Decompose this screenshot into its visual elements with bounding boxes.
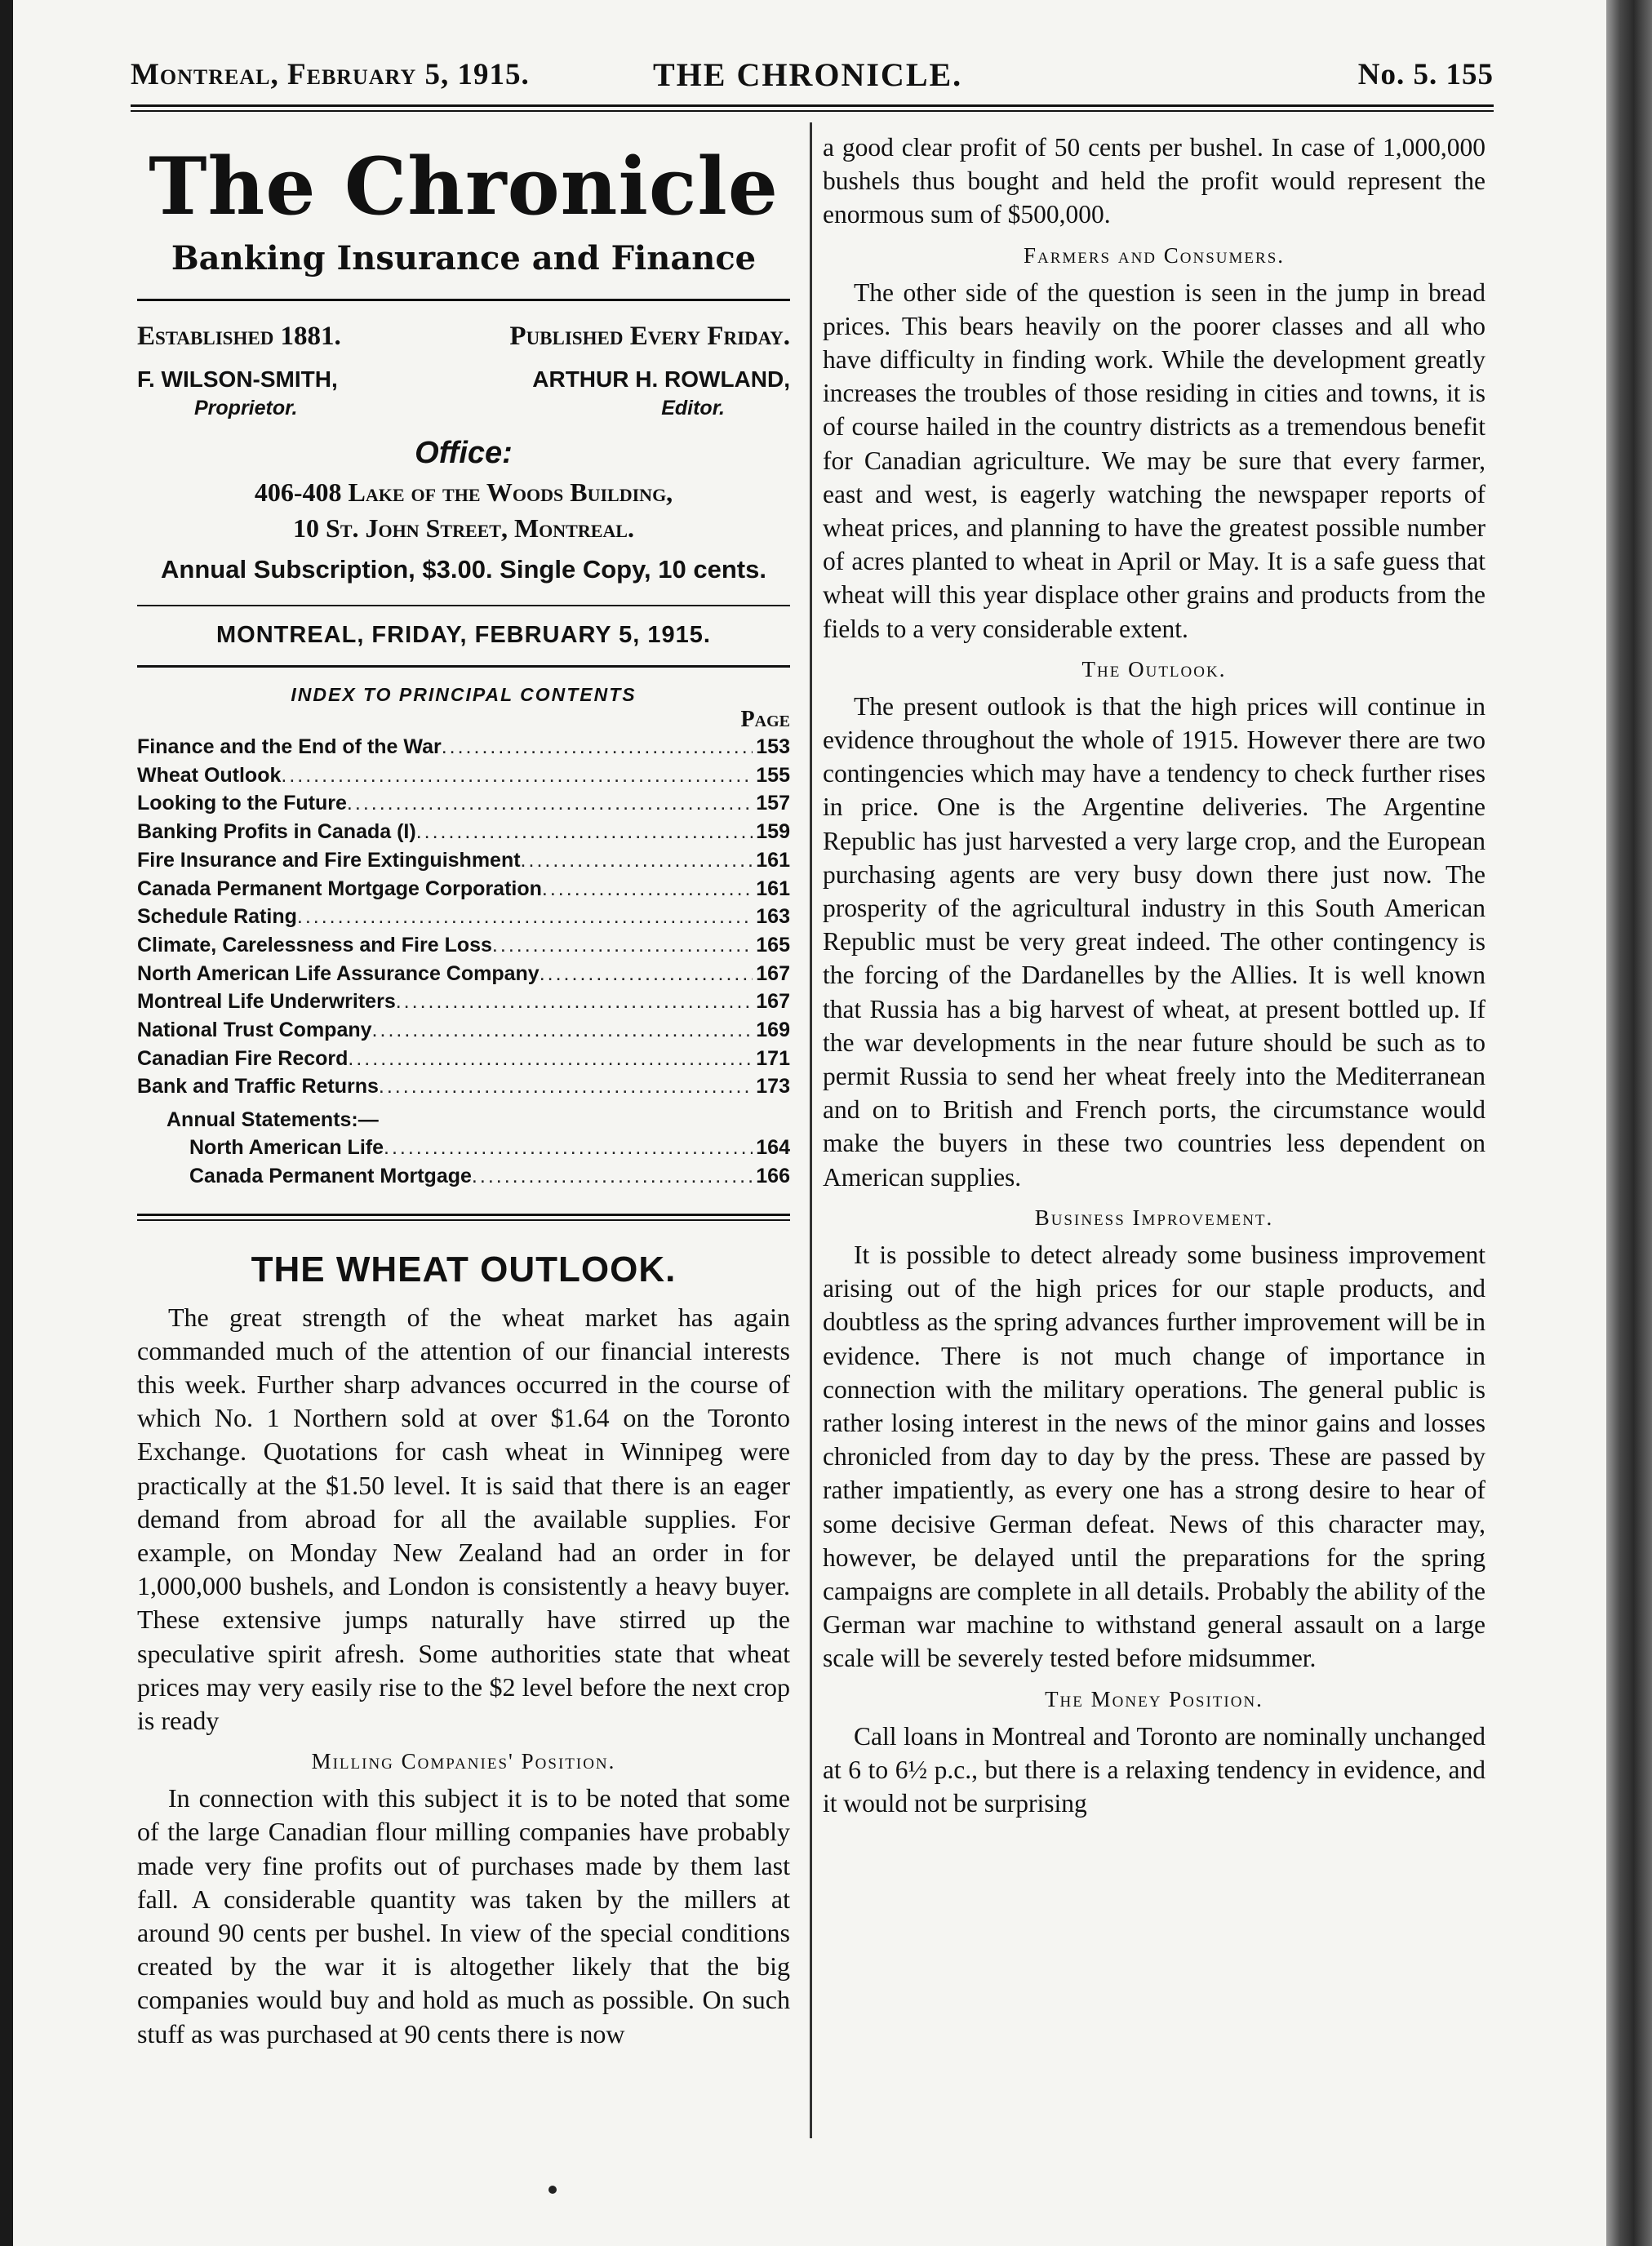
masthead-rule <box>137 299 790 301</box>
issue-dateline: MONTREAL, FRIDAY, FEBRUARY 5, 1915. <box>216 622 711 648</box>
index-entry-leader <box>542 875 753 903</box>
index-entry-page: 164 <box>756 1136 790 1160</box>
index-entry-leader <box>348 1045 753 1073</box>
index-heading: INDEX TO PRINCIPAL CONTENTS <box>291 684 637 705</box>
office-label: Office: <box>415 436 513 470</box>
index-entry-title: Looking to the Future <box>137 792 347 815</box>
index-entry-leader <box>372 1016 753 1045</box>
office-address-line2: 10 St. John Street, Montreal. <box>293 513 634 543</box>
index-list <box>137 733 790 1191</box>
article-paragraph: The great strength of the wheat market has again commanded much of the attention of our financial interests this week. Further sharp advances occurred in the course of which No. 1 Northern sold at over $1.64 on the Toronto Exchange. Quotations for cash wheat in Winnipeg were practically at the $1.50 level. It is said that there is an eager demand from abroad for all the available supplies. For example, on Monday New Zealand had an order in for 1,000,000 bushels, and London is consistently a heavy buyer. These extensive jumps naturally have stirred up the speculative spirit afresh. Some authorities state that wheat prices may very easily rise to the $2 level before the next crop is ready <box>137 1302 790 1735</box>
index-entry[interactable] <box>137 931 790 960</box>
index-entry-title: North American Life <box>189 1136 384 1160</box>
running-head-date: Montreal, February 5, 1915. <box>131 58 530 91</box>
index-entry-title: Bank and Traffic Returns <box>137 1075 379 1099</box>
proprietor-name: F. WILSON-SMITH, <box>137 366 338 392</box>
article-paragraph: In connection with this subject it is to be noted that some of the large Canadian flour milling companies have probably made very fine profits out of purchases made by them last fall. A considerable quantity was taken by the millers at around 90 cents per bushel. In view of the special conditions created by the war it is altogether likely that the big companies would buy and hold as much as possible. On such stuff as was purchased at 90 cents there is now <box>137 1783 790 2048</box>
annual-statements-label: Annual Statements:— <box>167 1108 379 1132</box>
section-heading-business: Business Improvement. <box>1034 1205 1274 1230</box>
index-entry[interactable] <box>137 1134 790 1162</box>
header-rule-top <box>131 104 1494 107</box>
index-entry-leader <box>297 903 753 931</box>
index-rule-top <box>137 1214 790 1216</box>
index-entry[interactable] <box>137 903 790 931</box>
left-column <box>137 131 790 2051</box>
established-text: Established 1881. <box>137 322 341 351</box>
index-entry-title: Wheat Outlook <box>137 763 282 787</box>
index-entry-leader <box>540 960 753 988</box>
index-entry-page: 165 <box>756 933 790 957</box>
index-entry-page: 153 <box>756 735 790 758</box>
index-page-label: Page <box>740 707 790 732</box>
printer-mark <box>548 2186 557 2194</box>
article-paragraph: The other side of the question is seen in the jump in bread prices. This bears heavily on the poorer classes and all who have difficulty in finding work. While the development greatly increases the troubles of those residing in cities and towns, it is of course hailed in the country districts as a tremendous benefit for Canadian agriculture. We may be sure that every farmer, east and west, is eagerly watching the newspaper reports of wheat prices, and planning to have the greatest possible number of acres planted to wheat in April or May. It is a safe guess that wheat will this year displace other grains and products from the fields to a very considerable extent. <box>823 277 1485 643</box>
section-heading-farmers: Farmers and Consumers. <box>1023 242 1286 268</box>
article-paragraph: Call loans in Montreal and Toronto are nominally unchanged at 6 to 6½ p.c., but there is a relaxing tendency in evidence, and it would not be surprising <box>823 1721 1485 1818</box>
publication-info-row <box>137 317 790 355</box>
section-heading-milling: Milling Companies' Position. <box>311 1749 616 1774</box>
index-entry-title: National Trust Company <box>137 1019 372 1042</box>
staff-names-row <box>137 365 790 394</box>
index-entry[interactable] <box>137 1045 790 1073</box>
index-entry-title: Canadian Fire Record <box>137 1046 349 1070</box>
masthead-subtitle: Banking Insurance and Finance <box>171 239 757 277</box>
index-entry[interactable] <box>137 761 790 790</box>
right-column <box>823 131 1485 1820</box>
index-entry[interactable] <box>137 988 790 1016</box>
index-entry-leader <box>396 988 753 1016</box>
index-entry-page: 173 <box>756 1075 790 1099</box>
running-head-title: THE CHRONICLE. <box>653 56 963 93</box>
index-entry-page: 161 <box>756 877 790 900</box>
subscription-price: Annual Subscription, $3.00. Single Copy, 10 cents. <box>161 555 766 584</box>
editor-role: Editor. <box>661 397 725 419</box>
page-binding-right <box>1606 0 1652 2246</box>
index-entry-leader <box>521 846 753 875</box>
column-divider <box>810 122 812 2138</box>
index-entry-page: 167 <box>756 961 790 985</box>
index-entry-leader <box>347 789 753 818</box>
section-heading-money: The Money Position. <box>1045 1686 1263 1711</box>
staff-roles-row <box>137 394 790 422</box>
index-entry-page: 157 <box>756 792 790 815</box>
index-entry-leader <box>472 1162 753 1191</box>
index-entry-title: Finance and the End of the War <box>137 735 442 758</box>
index-entry[interactable] <box>137 1072 790 1101</box>
index-entry[interactable] <box>137 818 790 846</box>
running-head-page-number: No. 5. 155 <box>1357 58 1494 91</box>
index-entry[interactable] <box>137 960 790 988</box>
index-entry-title: Canada Permanent Mortgage <box>189 1164 472 1187</box>
index-entry-title: Montreal Life Underwriters <box>137 990 396 1014</box>
masthead-title: The Chronicle <box>149 140 779 233</box>
index-rule-bottom <box>137 1219 790 1221</box>
index-entry-title: Canada Permanent Mortgage Corporation <box>137 877 542 900</box>
section-heading-outlook: The Outlook. <box>1081 656 1227 681</box>
index-entry[interactable] <box>137 846 790 875</box>
index-entry[interactable] <box>137 733 790 761</box>
index-entry-title: Fire Insurance and Fire Extinguishment <box>137 848 521 872</box>
dateline-rule-bottom <box>137 665 790 668</box>
index-entry-page: 171 <box>756 1046 790 1070</box>
article-paragraph: It is possible to detect already some business improvement arising out of the high prices for our staple products, and doubtless as the spring advances further improvement will be in evidence. There is not much change of importance in connection with the military operations. The general public is rather losing interest in the news of the minor gains and losses chronicled from day to day by the press. These are passed by rather impatiently, as every one has a strong desire to hear of some decisive German defeat. News of this character may, however, be delayed until the preparations for the spring campaigns are complete in all details. Probably the ability of the German war machine to withstand general assault on a large scale will be severely tested before midsummer. <box>823 1240 1485 1673</box>
index-entry-title: North American Life Assurance Company <box>137 961 540 985</box>
index-entry-page: 166 <box>756 1164 790 1187</box>
index-entry-page: 163 <box>756 905 790 929</box>
editor-name: ARTHUR H. ROWLAND, <box>532 366 790 392</box>
index-entry[interactable] <box>137 875 790 903</box>
office-address-line1: 406-408 Lake of the Woods Building, <box>254 477 673 507</box>
index-entry-title: Schedule Rating <box>137 905 297 929</box>
index-entry[interactable] <box>137 1016 790 1045</box>
proprietor-role: Proprietor. <box>194 397 298 419</box>
index-entry-leader <box>416 818 753 846</box>
index-entry-leader <box>384 1134 753 1162</box>
article-paragraph: The present outlook is that the high prices will continue in evidence throughout the whole of 1915. However there are two contingencies which may have a tendency to check further rises in price. One is the Argentine deliveries. The Argentine Republic has just harvested a very large crop, and the European purchasing agents are very busy down there just now. The prosperity of the agricultural industry in this South American Republic must be very great indeed. The other contingency is the forcing of the Dardanelles by the Allies. It is well known that Russia has a big harvest of wheat, at present bottled up. If the war developments in the near future should be such as to permit Russia to send her wheat freely into the Mediterranean and on to British and French ports, the circumstance would make the buyers in these two countries less dependent on American supplies. <box>823 691 1485 1192</box>
index-entry-title: Climate, Carelessness and Fire Loss <box>137 933 492 957</box>
page-binding-left <box>0 0 13 2246</box>
index-entry-leader <box>442 733 753 761</box>
index-entry-page: 167 <box>756 990 790 1014</box>
published-text: Published Every Friday. <box>509 322 790 351</box>
header-rule-bottom <box>131 110 1494 112</box>
running-head <box>131 57 1494 106</box>
article-title: THE WHEAT OUTLOOK. <box>251 1249 677 1289</box>
index-entry-page: 159 <box>756 820 790 844</box>
index-entry[interactable] <box>137 789 790 818</box>
article-paragraph-continued: a good clear profit of 50 cents per bushel. In case of 1,000,000 bushels thus bought and held the profit would represent the enormous sum of $500,000. <box>823 133 1485 229</box>
index-entry-leader <box>379 1072 753 1101</box>
index-entry-page: 155 <box>756 763 790 787</box>
index-entry-leader <box>492 931 753 960</box>
dateline-rule-top <box>137 605 790 606</box>
index-entry-page: 169 <box>756 1019 790 1042</box>
index-entry-page: 161 <box>756 848 790 872</box>
index-entry-title: Banking Profits in Canada (I) <box>137 820 416 844</box>
index-entry-leader <box>281 761 753 790</box>
index-entry[interactable] <box>137 1162 790 1191</box>
